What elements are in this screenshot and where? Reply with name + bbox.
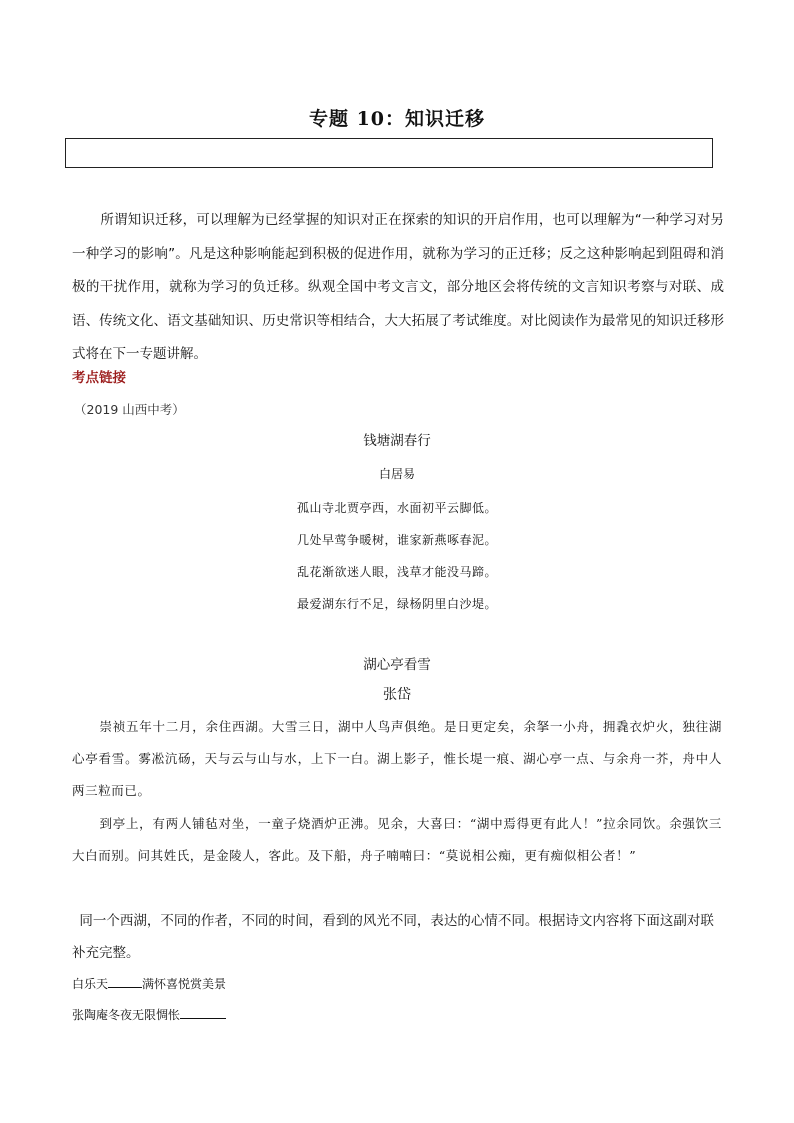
essay-author: 张岱 [383, 687, 411, 703]
poem-line: 几处早莺争暖树，谁家新燕啄春泥。 [296, 533, 497, 547]
essay-paragraph: 到亭上，有两人铺毡对坐，一童子烧酒炉正沸。见余，大喜曰：“湖中焉得更有此人！”拉余同饮。余强饮三大白而别。问其姓氏，是金陵人，客此。及下船，舟子喃喃曰：“莫说相公痴，更有痴似相公者！” [72, 816, 722, 863]
poem-line: 乱花渐欲迷人眼，浅草才能没马蹄。 [296, 565, 497, 579]
couplet-line-2 [72, 1006, 226, 1023]
couplet-line1-suffix: 满怀喜悦赏美景 [142, 977, 227, 991]
poem-line: 最爱湖东行不足，绿杨阴里白沙堤。 [296, 597, 497, 611]
source-label: （2019 山西中考） [74, 402, 185, 417]
poem-author: 白居易 [378, 467, 415, 481]
intro-paragraph: 所谓知识迁移，可以理解为已经掌握的知识对正在探索的知识的开启作用，也可以理解为“一种学习对另一种学习的影响”。凡是这种影响能起到积极的促进作用，就称为学习的正迁移；反之这种影响起到阻碍和消极的干扰作用，就称为学习的负迁移。纵观全国中考文言文，部分地区会将传统的文言知识考察与对联、成语、传统文化、语文基础知识、历史常识等相结合，大大拓展了考试维度。对比阅读作为最常见的知识迁移形式将在下一专题讲解。 [72, 212, 724, 363]
essay-title: 湖心亭看雪 [363, 657, 431, 673]
question-text: 同一个西湖，不同的作者，不同的时间，看到的风光不同，表达的心情不同。根据诗文内容将下面这副对联补充完整。 [72, 913, 714, 961]
poem-line: 孤山寺北贾亭西，水面初平云脚低。 [296, 501, 497, 515]
poem-title: 钱塘湖春行 [363, 433, 431, 449]
answer-blank[interactable] [180, 1007, 226, 1019]
essay-paragraph: 崇祯五年十二月，余住西湖。大雪三日，湖中人鸟声俱绝。是日更定矣，余拏一小舟，拥毳衣炉火，独往湖心亭看雪。雾凇沆砀，天与云与山与水，上下一白。湖上影子，惟长堤一痕、湖心亭一点、与余舟一芥，舟中人两三粒而已。 [72, 719, 722, 798]
couplet-line-1 [72, 975, 226, 992]
answer-blank[interactable] [108, 976, 142, 988]
section-label: 考点链接 [72, 370, 126, 386]
banner-box [65, 138, 713, 168]
couplet-line2-prefix: 张陶庵冬夜无限惆怅 [72, 1008, 181, 1022]
couplet-line1-prefix: 白乐天 [72, 977, 109, 991]
page-title: 专题 10：知识迁移 [308, 108, 486, 130]
